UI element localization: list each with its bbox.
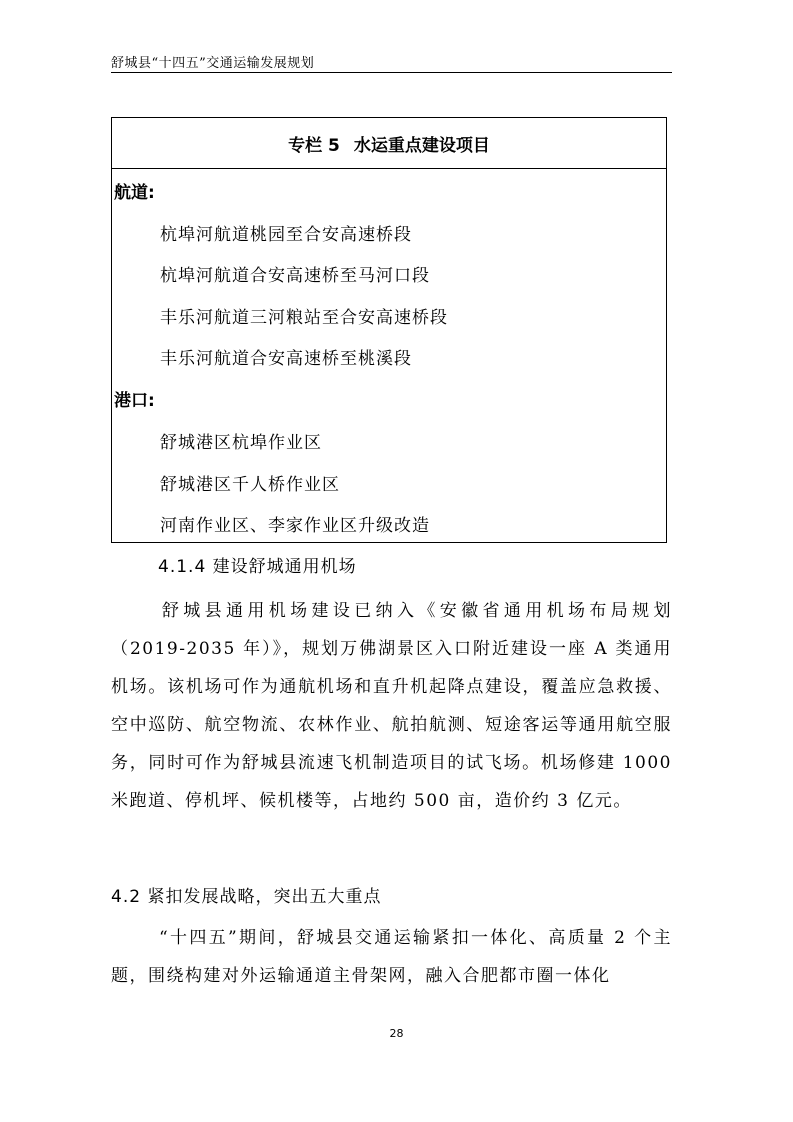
paragraph-strategy (111, 919, 672, 995)
running-header: 舒城县“十四五”交通运输发展规划 (111, 56, 315, 71)
box-title-main: 水运重点建设项目 (353, 135, 490, 156)
paragraph-strategy-text: “十四五”期间，舒城县交通运输紧扣一体化、高质量 2 个主题，围绕构建对外运输通道主骨架网，融入合肥都市圈一体化 (111, 928, 672, 986)
box-title (112, 118, 666, 169)
list-item: 丰乐河航道三河粮站至合安高速桥段 (160, 308, 448, 328)
section-heading-waterway: 航道: (114, 183, 155, 203)
paragraph-airport (111, 592, 672, 820)
section-heading-port: 港口: (114, 391, 155, 411)
paragraph-airport-text: 舒城县通用机场建设已纳入《安徽省通用机场布局规划（2019-2035 年）》，规划万佛湖景区入口附近建设一座 A 类通用机场。该机场可作为通航机场和直升机起降点建设，覆盖应急救援、空中巡防、航空物流、农林作业、航拍航测、短途客运等通用航空服务，同时可作为舒城县流速飞机制造项目的试飞场。机场修建 1000 米跑道、停机坪、候机楼等，占地约 500 亩，造价约 3 亿元。 (111, 601, 672, 811)
header-rule (111, 72, 672, 73)
page-number: 28 (389, 1027, 404, 1040)
list-item: 舒城港区千人桥作业区 (160, 475, 340, 495)
list-item: 丰乐河航道合安高速桥至桃溪段 (160, 349, 412, 369)
list-item: 杭埠河航道桃园至合安高速桥段 (160, 225, 412, 245)
list-item: 舒城港区杭埠作业区 (160, 433, 322, 453)
list-item: 杭埠河航道合安高速桥至马河口段 (160, 266, 430, 286)
feature-box (111, 117, 667, 543)
list-item: 河南作业区、李家作业区升级改造 (160, 516, 430, 536)
section-heading-4-1-4: 4.1.4 建设舒城通用机场 (158, 557, 357, 577)
box-title-prefix: 专栏 5 (288, 135, 340, 156)
section-heading-4-2: 4.2 紧扣发展战略，突出五大重点 (111, 887, 382, 907)
